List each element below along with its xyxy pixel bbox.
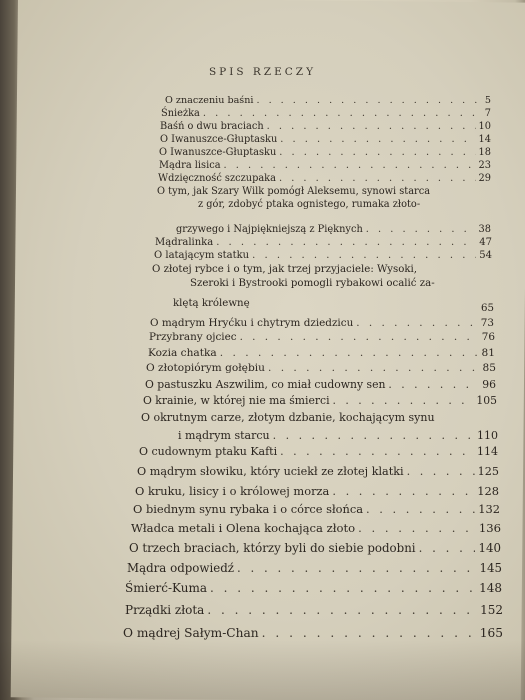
toc-entry-page: 23 — [478, 160, 491, 171]
toc-entry-continuation: i mądrym starcu — [178, 429, 270, 442]
toc-entry — [146, 362, 496, 375]
toc-entry-title: Mądra odpowiedź — [127, 561, 235, 575]
leader-dots — [333, 394, 474, 407]
toc-entry-title: O złotopiórym gołębiu — [146, 362, 265, 374]
toc-entry — [159, 159, 491, 172]
toc-entry — [149, 331, 495, 344]
toc-entry-page: 125 — [477, 465, 499, 478]
toc-entry-page: 110 — [477, 429, 498, 442]
toc-entry-title: O trzech braciach, którzy byli do siebie podobni — [129, 541, 416, 555]
leader-dots — [273, 429, 474, 442]
toc-entry — [150, 317, 494, 330]
toc-entry-title: O latającym statku — [154, 250, 250, 261]
toc-entry-page: 7 — [484, 108, 491, 119]
toc-entry — [159, 146, 491, 159]
toc-entry-page: 85 — [482, 362, 496, 374]
toc-entry — [139, 445, 498, 458]
leader-dots — [210, 582, 476, 595]
toc-entry-continuation: grzywego i Najpiękniejszą z Pięknych — [176, 224, 363, 235]
leader-dots — [224, 159, 476, 172]
toc-entry — [131, 522, 501, 535]
leader-dots — [267, 120, 476, 133]
toc-entry-page: 29 — [478, 173, 491, 184]
toc-entry — [145, 378, 496, 391]
leader-dots — [419, 542, 476, 555]
toc-heading: SPIS RZECZY — [208, 66, 317, 78]
toc-entry — [176, 223, 491, 236]
toc-entry-title: Prządki złota — [125, 603, 205, 617]
toc-entry-page: 81 — [481, 347, 495, 359]
toc-entry-page: 47 — [479, 237, 492, 248]
toc-entry-page: 105 — [476, 394, 497, 407]
toc-entry-continuation: Szeroki i Bystrooki pomogli rybakowi ocalić za- — [190, 278, 435, 289]
toc-entry — [129, 542, 501, 555]
toc-entry-continuation: klętą królewnę — [173, 298, 250, 309]
leader-dots — [279, 146, 475, 159]
leader-dots — [388, 378, 479, 391]
toc-entry-title: Przybrany ojciec — [149, 331, 237, 343]
toc-entry-page: 10 — [478, 121, 491, 132]
leader-dots — [240, 331, 479, 344]
toc-entry-page: 54 — [479, 250, 492, 261]
toc-entry-page: 114 — [477, 445, 498, 458]
leader-dots — [237, 562, 476, 575]
leader-dots — [262, 627, 477, 640]
toc-entry-title: O Iwanuszce-Głuptasku — [160, 134, 278, 145]
leader-dots — [280, 445, 474, 458]
toc-entry-title: Śnieżka — [161, 108, 200, 119]
toc-entry — [148, 347, 495, 360]
toc-entry-title: O znaczeniu baśni — [165, 95, 254, 106]
leader-dots — [220, 347, 479, 360]
toc-entry-title: O pastuszku Aszwilim, co miał cudowny sen — [145, 378, 386, 391]
toc-entry — [165, 94, 491, 107]
toc-entry — [173, 297, 494, 310]
toc-entry-page: 96 — [482, 378, 496, 391]
toc-entry-title: O cudownym ptaku Kafti — [139, 445, 278, 458]
leader-dots — [358, 522, 476, 535]
toc-entry-page: 152 — [480, 603, 503, 617]
leader-dots — [216, 236, 476, 249]
leader-dots — [256, 94, 481, 107]
toc-entry — [160, 120, 491, 133]
toc-entry-title: O mądrej Sałym-Chan — [123, 626, 259, 640]
toc-entry — [123, 627, 503, 640]
toc-entry-page: 128 — [477, 484, 499, 498]
toc-entry-title: Władca metali i Olena kochająca złoto — [131, 521, 356, 535]
leader-dots — [332, 485, 474, 498]
leader-dots — [279, 172, 476, 185]
toc-entry-title: O krainie, w której nie ma śmierci — [143, 394, 330, 407]
toc-entry — [133, 503, 500, 516]
toc-entry-page: 76 — [481, 331, 495, 343]
toc-entry-title: O Iwanuszce-Głuptasku — [159, 147, 277, 158]
leader-dots — [280, 133, 475, 146]
toc-entry-page: 38 — [478, 224, 491, 235]
toc-entry — [155, 236, 492, 249]
toc-entry-title: Kozia chatka — [148, 347, 217, 359]
toc-entry-page: 165 — [479, 626, 503, 640]
leader-dots — [356, 317, 478, 330]
toc-entry-title: O tym, jak Szary Wilk pomógł Aleksemu, synowi starca — [157, 186, 431, 197]
toc-entry — [143, 394, 497, 407]
leader-dots — [203, 107, 482, 120]
toc-entry-title: O złotej rybce i o tym, jak trzej przyjaciele: Wysoki, — [152, 264, 418, 275]
toc-entry-title: Śmierć-Kuma — [125, 581, 208, 595]
toc-entry-page: 73 — [480, 317, 494, 329]
toc-entry — [154, 249, 492, 262]
toc-entry-title: O okrutnym carze, złotym dzbanie, kochającym synu — [141, 411, 435, 424]
toc-entry — [125, 604, 503, 617]
toc-entry-page: 148 — [479, 581, 502, 595]
toc-entry-title: Wdzięczność szczupaka — [158, 173, 276, 184]
leader-dots — [268, 362, 480, 375]
toc-entry-title: O biednym synu rybaka i o córce słońca — [133, 502, 364, 516]
toc-entry — [135, 485, 499, 498]
toc-entry-page: 14 — [478, 134, 491, 145]
toc-entry — [127, 562, 502, 575]
toc-entry-title: O mądrym Hryćku i chytrym dziedzicu — [150, 317, 354, 329]
toc-entry-page: 18 — [478, 147, 491, 158]
toc-entry-title: O mądrym słowiku, który uciekł ze złotej klatki — [137, 465, 404, 478]
toc-entry — [158, 172, 491, 185]
toc-entry — [161, 107, 491, 120]
toc-entry-continuation: z gór, zdobyć ptaka ognistego, rumaka złoto- — [198, 199, 421, 210]
toc-entry-page: 136 — [478, 521, 501, 535]
toc-entry — [125, 582, 502, 595]
leader-dots — [252, 249, 476, 262]
leader-dots — [366, 503, 475, 516]
toc-entry — [160, 133, 491, 146]
toc-entry — [178, 429, 498, 442]
toc-entry-page: 65 — [481, 303, 494, 314]
toc-entry-title: Baśń o dwu braciach — [160, 121, 264, 132]
toc-entry — [137, 465, 499, 478]
toc-entry-title: Mądra lisica — [159, 160, 221, 171]
toc-entry-title: Mądralinka — [155, 237, 214, 248]
leader-dots — [407, 465, 475, 478]
toc-entry-page: 145 — [479, 561, 502, 575]
toc-entry-page: 132 — [478, 502, 500, 516]
toc-entry-page: 140 — [478, 541, 501, 555]
toc-entry — [452, 302, 494, 315]
leader-dots — [207, 604, 477, 617]
toc-entry-page: 5 — [484, 95, 491, 106]
toc-entry-title: O kruku, lisicy i o królowej morza — [135, 484, 330, 498]
leader-dots — [366, 223, 476, 236]
